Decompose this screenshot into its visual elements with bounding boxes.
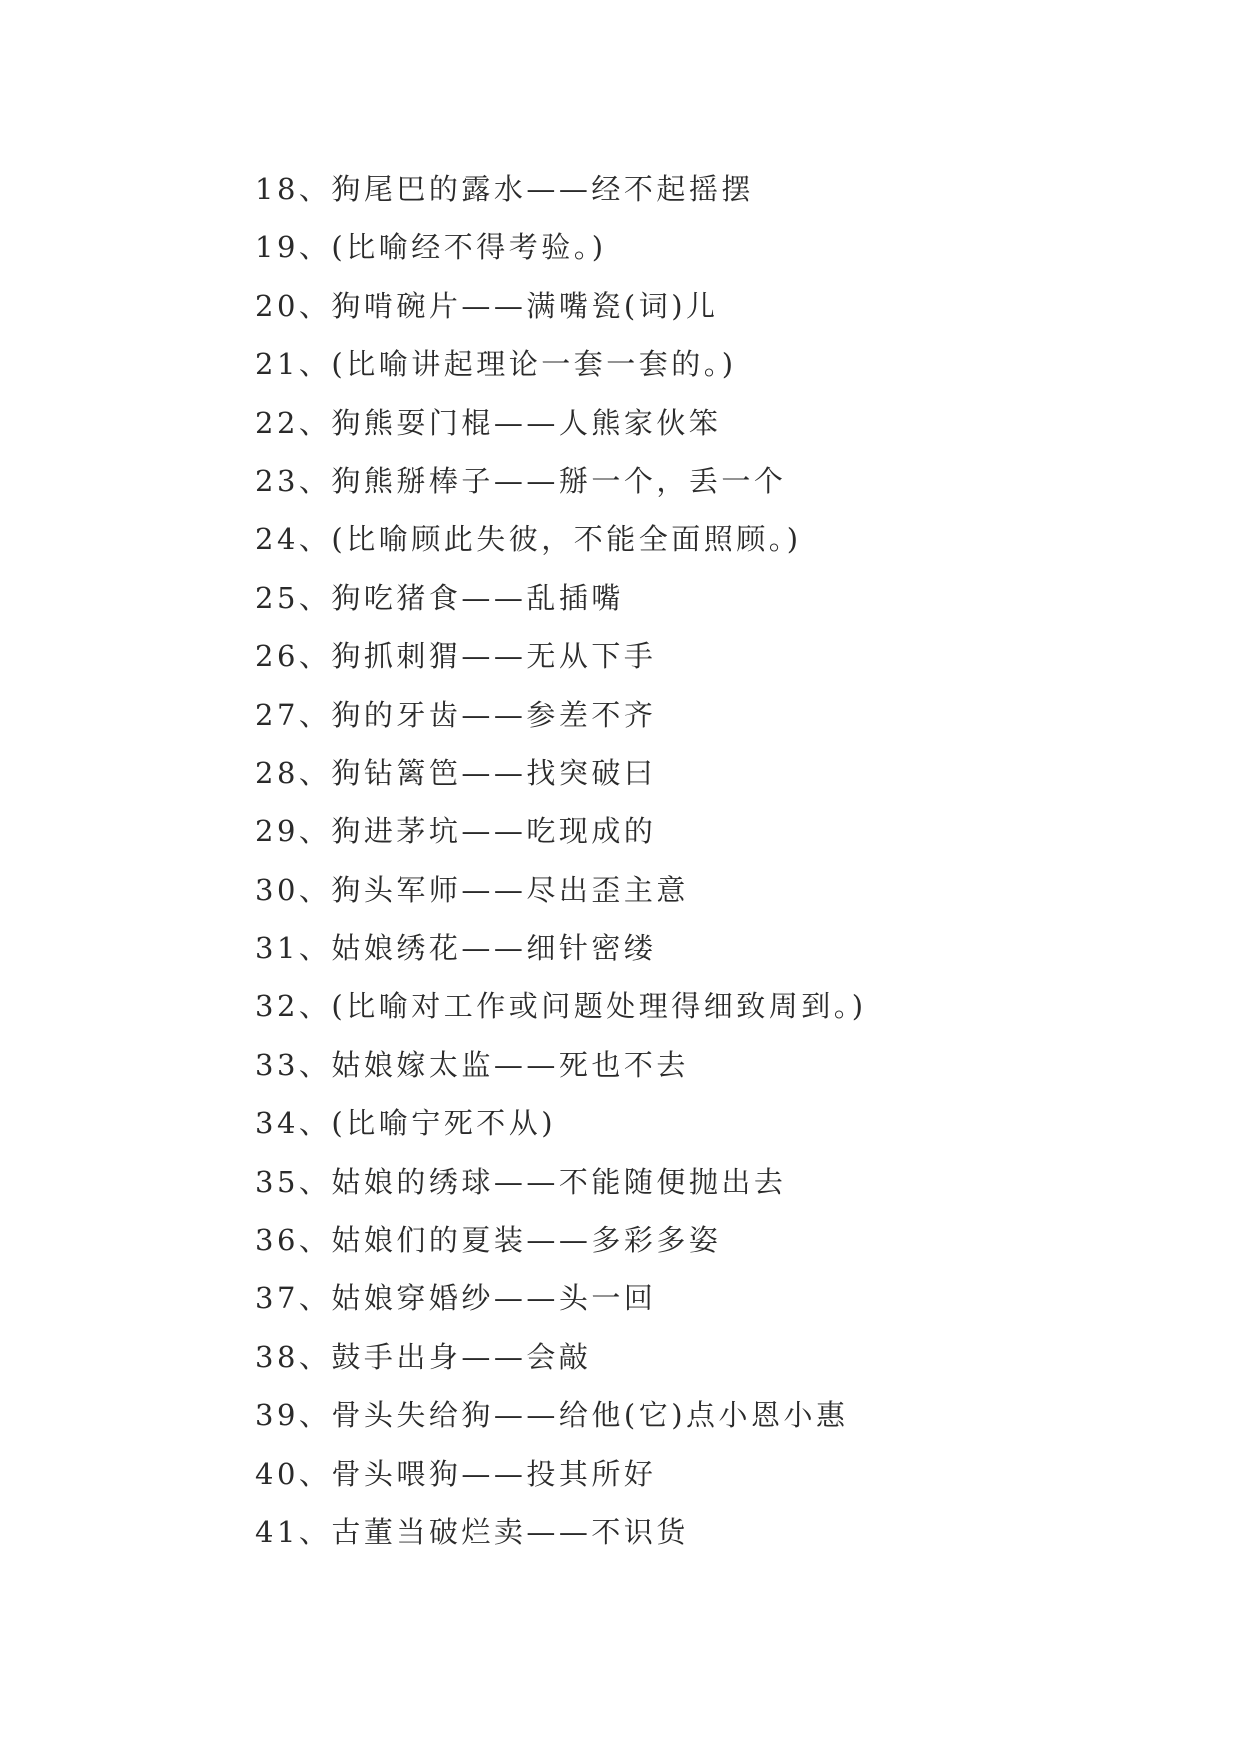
list-item: 24、(比喻顾此失彼，不能全面照顾。) <box>255 522 802 557</box>
list-item: 25、狗吃猪食——乱插嘴 <box>255 580 624 615</box>
list-item: 20、狗啃碗片——满嘴瓷(词)儿 <box>255 288 719 323</box>
list-item: 26、狗抓刺猬——无从下手 <box>255 639 657 674</box>
list-item: 30、狗头军师——尽出歪主意 <box>255 872 689 907</box>
list-item: 40、骨头喂狗——投其所好 <box>255 1456 657 1491</box>
list-item: 21、(比喻讲起理论一套一套的。) <box>255 347 737 382</box>
list-item: 31、姑娘绣花——细针密缕 <box>255 931 657 966</box>
list-item: 22、狗熊耍门棍——人熊家伙笨 <box>255 405 722 440</box>
list-item: 32、(比喻对工作或问题处理得细致周到。) <box>255 989 867 1024</box>
list-item: 27、狗的牙齿——参差不齐 <box>255 697 657 732</box>
list-item: 18、狗尾巴的露水——经不起摇摆 <box>255 172 754 206</box>
list-item: 29、狗进茅坑——吃现成的 <box>255 814 657 849</box>
list-item: 39、骨头失给狗——给他(它)点小恩小惠 <box>255 1398 849 1433</box>
list-item: 28、狗钻篱笆——找突破曰 <box>255 755 657 790</box>
list-item: 23、狗熊掰棒子——掰一个，丢一个 <box>255 463 787 498</box>
list-item: 37、姑娘穿婚纱——头一回 <box>255 1281 657 1316</box>
list-item: 34、(比喻宁死不从) <box>255 1106 557 1141</box>
xiehouyu-list <box>255 160 867 1561</box>
list-item: 36、姑娘们的夏装——多彩多姿 <box>255 1223 722 1258</box>
list-item: 33、姑娘嫁太监——死也不去 <box>255 1047 689 1082</box>
list-item: 41、古董当破烂卖——不识货 <box>255 1514 689 1549</box>
list-item: 38、鼓手出身——会敲 <box>255 1339 592 1374</box>
list-item: 35、姑娘的绣球——不能随便抛出去 <box>255 1164 787 1199</box>
list-item: 19、(比喻经不得考验。) <box>255 230 607 265</box>
